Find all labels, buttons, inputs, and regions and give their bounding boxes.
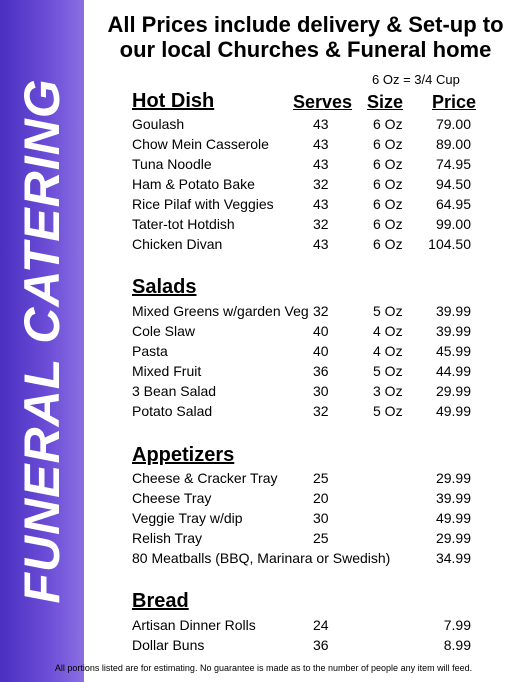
page-header [84,12,527,62]
item-size: 6 Oz [373,156,403,172]
item-price: 74.95 [435,156,471,172]
item-serves: 32 [313,403,329,419]
item-price: 49.99 [435,510,471,526]
menu-row [0,156,527,176]
item-price: 49.99 [435,403,471,419]
item-name: Rice Pilaf with Veggies [132,196,274,212]
item-size: 4 Oz [373,323,403,339]
menu-row [0,383,527,403]
item-serves: 43 [313,136,329,152]
item-name: Cole Slaw [132,323,196,339]
menu-row [0,363,527,383]
item-name: Cheese Tray [132,490,212,506]
item-size: 5 Oz [373,363,403,379]
item-price: 39.99 [435,303,471,319]
item-name: Goulash [132,116,185,132]
item-serves: 40 [313,323,329,339]
item-price: 44.99 [435,363,471,379]
section-title-appetizers: Appetizers [132,444,235,466]
item-name: Cheese & Cracker Tray [132,470,278,486]
item-size: 6 Oz [373,216,403,232]
item-price: 64.95 [435,196,471,212]
footnote: All portions listed are for estimating. No guarantee is made as to the number of people any item will feed. [54,663,473,673]
column-header-serves: Serves [293,92,353,112]
item-size: 6 Oz [373,136,403,152]
item-size: 6 Oz [373,176,403,192]
menu-row [0,510,527,530]
item-serves: 25 [313,530,329,546]
menu-row [0,343,527,363]
item-serves: 43 [313,196,329,212]
menu-row [0,116,527,136]
item-serves: 30 [313,510,329,526]
item-price: 89.00 [435,136,471,152]
item-price: 29.99 [435,470,471,486]
item-serves: 43 [313,236,329,252]
item-serves: 32 [313,303,329,319]
item-price: 94.50 [435,176,471,192]
item-serves: 32 [313,216,329,232]
item-price: 45.99 [435,343,471,359]
item-name: Artisan Dinner Rolls [132,617,256,633]
menu-row [0,637,527,657]
item-serves: 43 [313,156,329,172]
item-size: 5 Oz [373,403,403,419]
item-price: 29.99 [435,530,471,546]
item-price: 99.00 [435,216,471,232]
section-title-bread: Bread [132,590,189,612]
item-name: Dollar Buns [132,637,205,653]
units-note: 6 Oz = 3/4 Cup [372,72,460,87]
item-name: 80 Meatballs (BBQ, Marinara or Swedish) [132,550,391,566]
section-title-salads: Salads [132,276,197,298]
menu-row [0,490,527,510]
item-serves: 25 [313,470,329,486]
item-name: Potato Salad [132,403,213,419]
item-serves: 20 [313,490,329,506]
item-size: 3 Oz [373,383,403,399]
item-size: 6 Oz [373,236,403,252]
menu-row [0,470,527,490]
item-name: Pasta [132,343,168,359]
menu-row [0,550,527,570]
item-name: Tuna Noodle [132,156,212,172]
item-serves: 40 [313,343,329,359]
menu-row [0,196,527,216]
item-price: 39.99 [435,323,471,339]
item-price: 39.99 [435,490,471,506]
menu-row [0,236,527,256]
header-line-1: All Prices include delivery & Set-up to [107,12,504,37]
menu-row [0,323,527,343]
item-size: 6 Oz [373,196,403,212]
item-price: 8.99 [443,637,471,653]
menu-row [0,303,527,323]
item-serves: 32 [313,176,329,192]
item-price: 7.99 [443,617,471,633]
item-price: 104.50 [428,236,471,252]
item-size: 5 Oz [373,303,403,319]
sidebar-title: FUNERAL CATERING [14,78,70,604]
item-size: 6 Oz [373,116,403,132]
item-name: Chow Mein Casserole [132,136,269,152]
menu-row [0,403,527,423]
menu-row [0,136,527,156]
item-serves: 24 [313,617,329,633]
item-serves: 36 [313,637,329,653]
column-header-price: Price [432,92,477,112]
item-name: Tater-tot Hotdish [132,216,235,232]
item-size: 4 Oz [373,343,403,359]
item-name: Relish Tray [132,530,203,546]
item-serves: 43 [313,116,329,132]
item-name: Mixed Fruit [132,363,202,379]
item-price: 79.00 [435,116,471,132]
item-price: 34.99 [435,550,471,566]
menu-row [0,216,527,236]
section-title-hot-dish: Hot Dish [132,90,215,112]
item-name: 3 Bean Salad [132,383,217,399]
item-name: Veggie Tray w/dip [132,510,243,526]
menu-row [0,617,527,637]
menu-row [0,176,527,196]
menu-row [0,530,527,550]
column-header-size: Size [367,92,404,112]
item-name: Chicken Divan [132,236,223,252]
item-name: Ham & Potato Bake [132,176,255,192]
item-name: Mixed Greens w/garden Veg [132,303,309,319]
header-line-2: our local Churches & Funeral home [119,37,492,62]
item-serves: 36 [313,363,329,379]
item-price: 29.99 [435,383,471,399]
item-serves: 30 [313,383,329,399]
